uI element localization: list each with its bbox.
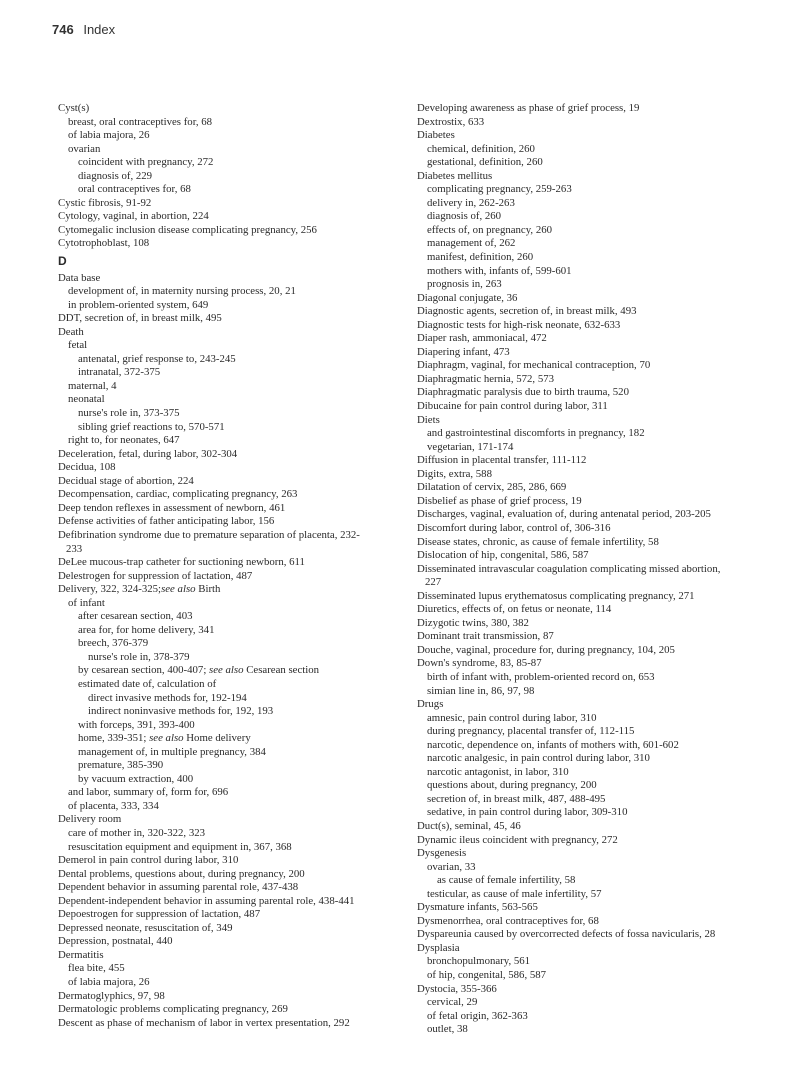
index-entry: Delestrogen for suppression of lactation, 487 [58,569,253,582]
index-entry: Dermatitis [58,948,104,961]
index-entry: Dyspareunia caused by overcorrected defects of fossa navicularis, 28 [417,928,716,941]
index-subentry: diagnosis of, 229 [78,169,153,182]
index-entry: Diaper rash, ammoniacal, 472 [417,332,547,345]
index-entry: 227 [425,576,442,589]
index-entry: Cystic fibrosis, 91-92 [58,196,152,209]
index-subentry: narcotic analgesic, in pain control during labor, 310 [427,752,650,765]
index-entry: Disease states, chronic, as cause of female infertility, 58 [417,535,659,548]
index-subentry: vegetarian, 171-174 [427,440,514,453]
index-entry: Dystocia, 355-366 [417,982,497,995]
index-subentry: secretion of, in breast milk, 487, 488-495 [427,792,606,805]
index-entry: Duct(s), seminal, 45, 46 [417,819,521,832]
index-entry: Douche, vaginal, procedure for, during pregnancy, 104, 205 [417,643,675,656]
index-entry: Depoestrogen for suppression of lactation, 487 [58,908,261,921]
index-subentry: bronchopulmonary, 561 [427,955,531,968]
index-subentry: narcotic antagonist, in labor, 310 [427,765,569,778]
index-entry: Decidual stage of abortion, 224 [58,474,194,487]
index-subentry: manifest, definition, 260 [427,251,534,264]
index-subentry: outlet, 38 [427,1023,468,1036]
index-subentry: and labor, summary of, form for, 696 [68,786,229,799]
index-column-left [58,102,388,1030]
index-entry: Dizygotic twins, 380, 382 [417,616,529,629]
index-subentry: intranatal, 372-375 [78,366,161,379]
index-subentry: testicular, as cause of male infertility, 57 [427,887,602,900]
index-subentry: of placenta, 333, 334 [68,799,159,812]
index-entry: Diapering infant, 473 [417,345,510,358]
index-subentry: nurse's role in, 378-379 [88,650,190,663]
index-subentry: management of, 262 [427,237,516,250]
index-subentry: flea bite, 455 [68,962,125,975]
index-entry: Delivery, 322, 324-325;see also Birth [58,583,221,596]
index-subentry: after cesarean section, 403 [78,610,193,623]
index-column-right [417,102,769,1037]
index-entry: Depression, postnatal, 440 [58,935,173,948]
index-entry: Diaphragmatic paralysis due to birth trauma, 520 [417,386,629,399]
index-subentry: of hip, congenital, 586, 587 [427,969,547,981]
index-subentry: mothers with, infants of, 599-601 [427,264,572,277]
index-subentry: delivery in, 262-263 [427,196,515,209]
index-entry: Diuretics, effects of, on fetus or neonate, 114 [417,603,612,616]
index-subentry: breech, 376-379 [78,637,149,650]
index-entry: Dental problems, questions about, during pregnancy, 200 [58,867,305,880]
index-entry: Dysplasia [417,941,460,954]
index-subentry: by cesarean section, 400-407; see also Cesarean section [78,664,320,677]
index-subentry: effects of, on pregnancy, 260 [427,223,553,236]
index-entry: Diffusion in placental transfer, 111-112 [417,454,587,467]
index-entry: Death [58,325,84,338]
index-entry: Discharges, vaginal, evaluation of, during antenatal period, 203-205 [417,508,711,521]
index-subentry: ovarian [68,142,101,155]
index-subentry: nurse's role in, 373-375 [78,407,180,420]
index-entry: Cytotrophoblast, 108 [58,237,150,250]
index-subentry: direct invasive methods for, 192-194 [88,691,247,704]
index-entry: Demerol in pain control during labor, 310 [58,854,239,867]
index-entry: Drugs [417,698,444,711]
index-entry: Deep tendon reflexes in assessment of newborn, 461 [58,501,286,514]
index-subentry: resuscitation equipment and equipment in, 367, 368 [68,840,292,853]
index-entry: Delivery room [58,813,122,826]
index-entry: Diaphragmatic hernia, 572, 573 [417,372,555,385]
index-entry: 233 [66,542,83,555]
index-entry: Defense activities of father anticipating labor, 156 [58,515,275,528]
index-entry: DeLee mucous-trap catheter for suctioning newborn, 611 [58,556,305,569]
index-subentry: of labia majora, 26 [68,976,150,988]
index-entry: Dextrostix, 633 [417,115,485,128]
index-entry: Dependent behavior in assuming parental role, 437-438 [58,881,299,894]
index-entry: Digits, extra, 588 [417,467,492,480]
index-entry: Cytomegalic inclusion disease complicating pregnancy, 256 [58,223,317,236]
index-entry: Dynamic ileus coincident with pregnancy, 272 [417,833,618,846]
index-subentry: complicating pregnancy, 259-263 [427,183,572,196]
index-entry: Dominant trait transmission, 87 [417,630,554,643]
index-entry: Diagonal conjugate, 36 [417,291,518,304]
index-subentry: sedative, in pain control during labor, 309-310 [427,806,628,819]
index-subentry: as cause of female infertility, 58 [437,874,576,887]
index-subentry: maternal, 4 [68,379,117,392]
index-subentry: sibling grief reactions to, 570-571 [78,420,225,433]
section-heading: D [58,254,67,269]
index-subentry: birth of infant with, problem-oriented record on, 653 [427,670,655,683]
index-entry: Dermatologic problems complicating pregnancy, 269 [58,1003,288,1016]
index-entry: Diagnostic tests for high-risk neonate, 632-633 [417,318,621,331]
index-subentry: premature, 385-390 [78,759,164,772]
index-subentry: oral contraceptives for, 68 [78,183,191,196]
index-subentry: simian line in, 86, 97, 98 [427,684,535,697]
page-header [52,22,115,37]
index-subentry: cervical, 29 [427,996,478,1009]
index-subentry: of labia majora, 26 [68,129,150,142]
index-subentry: and gastrointestinal discomforts in pregnancy, 182 [427,427,645,440]
index-entry: Diabetes [417,129,455,142]
index-entry: Dibucaine for pain control during labor, 311 [417,400,608,413]
index-subentry: care of mother in, 320-322, 323 [68,826,206,839]
index-entry: Depressed neonate, resuscitation of, 349 [58,921,233,934]
index-subentry: development of, in maternity nursing process, 20, 21 [68,285,296,298]
index-subentry: neonatal [68,393,105,406]
index-entry: DDT, secretion of, in breast milk, 495 [58,312,222,325]
index-subentry: amnesic, pain control during labor, 310 [427,711,597,724]
index-entry: Down's syndrome, 83, 85-87 [417,657,542,670]
index-subentry: by vacuum extraction, 400 [78,772,194,785]
index-entry: Dislocation of hip, congenital, 586, 587 [417,549,589,562]
index-subentry: estimated date of, calculation of [78,677,217,690]
index-entry: Disseminated lupus erythematosus complicating pregnancy, 271 [417,589,695,602]
index-subentry: area for, for home delivery, 341 [78,623,215,636]
index-subentry: questions about, during pregnancy, 200 [427,779,597,792]
index-entry: Deceleration, fetal, during labor, 302-304 [58,447,238,460]
index-subentry: fetal [68,339,88,352]
index-entry: Dilatation of cervix, 285, 286, 669 [417,481,567,494]
index-subentry: of infant [68,596,105,609]
index-subentry: chemical, definition, 260 [427,142,535,155]
index-entry: Discomfort during labor, control of, 306-316 [417,521,611,534]
index-entry: Decompensation, cardiac, complicating pregnancy, 263 [58,488,298,501]
index-subentry: right to, for neonates, 647 [68,434,180,447]
index-subentry: diagnosis of, 260 [427,210,502,223]
index-entry: Dysmature infants, 563-565 [417,901,538,914]
index-entry: Diabetes mellitus [417,169,493,182]
index-entry: Dysmenorrhea, oral contraceptives for, 68 [417,914,599,927]
index-entry: Disbelief as phase of grief process, 19 [417,494,582,507]
index-entry: Dysgenesis [417,847,467,860]
index-subentry: with forceps, 391, 393-400 [78,718,195,731]
index-subentry: narcotic, dependence on, infants of mothers with, 601-602 [427,738,679,751]
index-entry: Decidua, 108 [58,461,116,474]
index-subentry: in problem-oriented system, 649 [68,298,209,311]
index-entry: Cyst(s) [58,102,90,114]
index-subentry: management of, in multiple pregnancy, 384 [78,745,266,758]
index-subentry: breast, oral contraceptives for, 68 [68,115,213,128]
index-entry: Diets [417,413,440,426]
index-subentry: during pregnancy, placental transfer of, 112-115 [427,725,635,738]
index-entry: Disseminated intravascular coagulation complicating missed abortion, [417,562,721,575]
index-subentry: ovarian, 33 [427,860,476,873]
index-subentry: coincident with pregnancy, 272 [78,156,214,169]
index-subentry: gestational, definition, 260 [427,156,543,169]
index-entry: Diagnostic agents, secretion of, in breast milk, 493 [417,305,637,318]
index-entry: Diaphragm, vaginal, for mechanical contraception, 70 [417,359,651,372]
index-subentry: of fetal origin, 362-363 [427,1009,528,1022]
index-subentry: antenatal, grief response to, 243-245 [78,352,236,365]
index-entry: Cytology, vaginal, in abortion, 224 [58,210,209,223]
page-number: 746 [52,22,74,37]
index-entry: Developing awareness as phase of grief process, 19 [417,102,640,114]
page-title: Index [83,22,116,37]
index-entry: Descent as phase of mechanism of labor in vertex presentation, 292 [58,1016,350,1029]
index-entry: Data base [58,271,101,284]
index-subentry: prognosis in, 263 [427,278,502,291]
index-subentry: indirect noninvasive methods for, 192, 193 [88,705,274,718]
index-entry: Defibrination syndrome due to premature separation of placenta, 232- [58,528,360,541]
index-subentry: home, 339-351; see also Home delivery [78,732,251,745]
index-entry: Dermatoglyphics, 97, 98 [58,989,165,1002]
index-entry: Dependent-independent behavior in assuming parental role, 438-441 [58,894,355,907]
